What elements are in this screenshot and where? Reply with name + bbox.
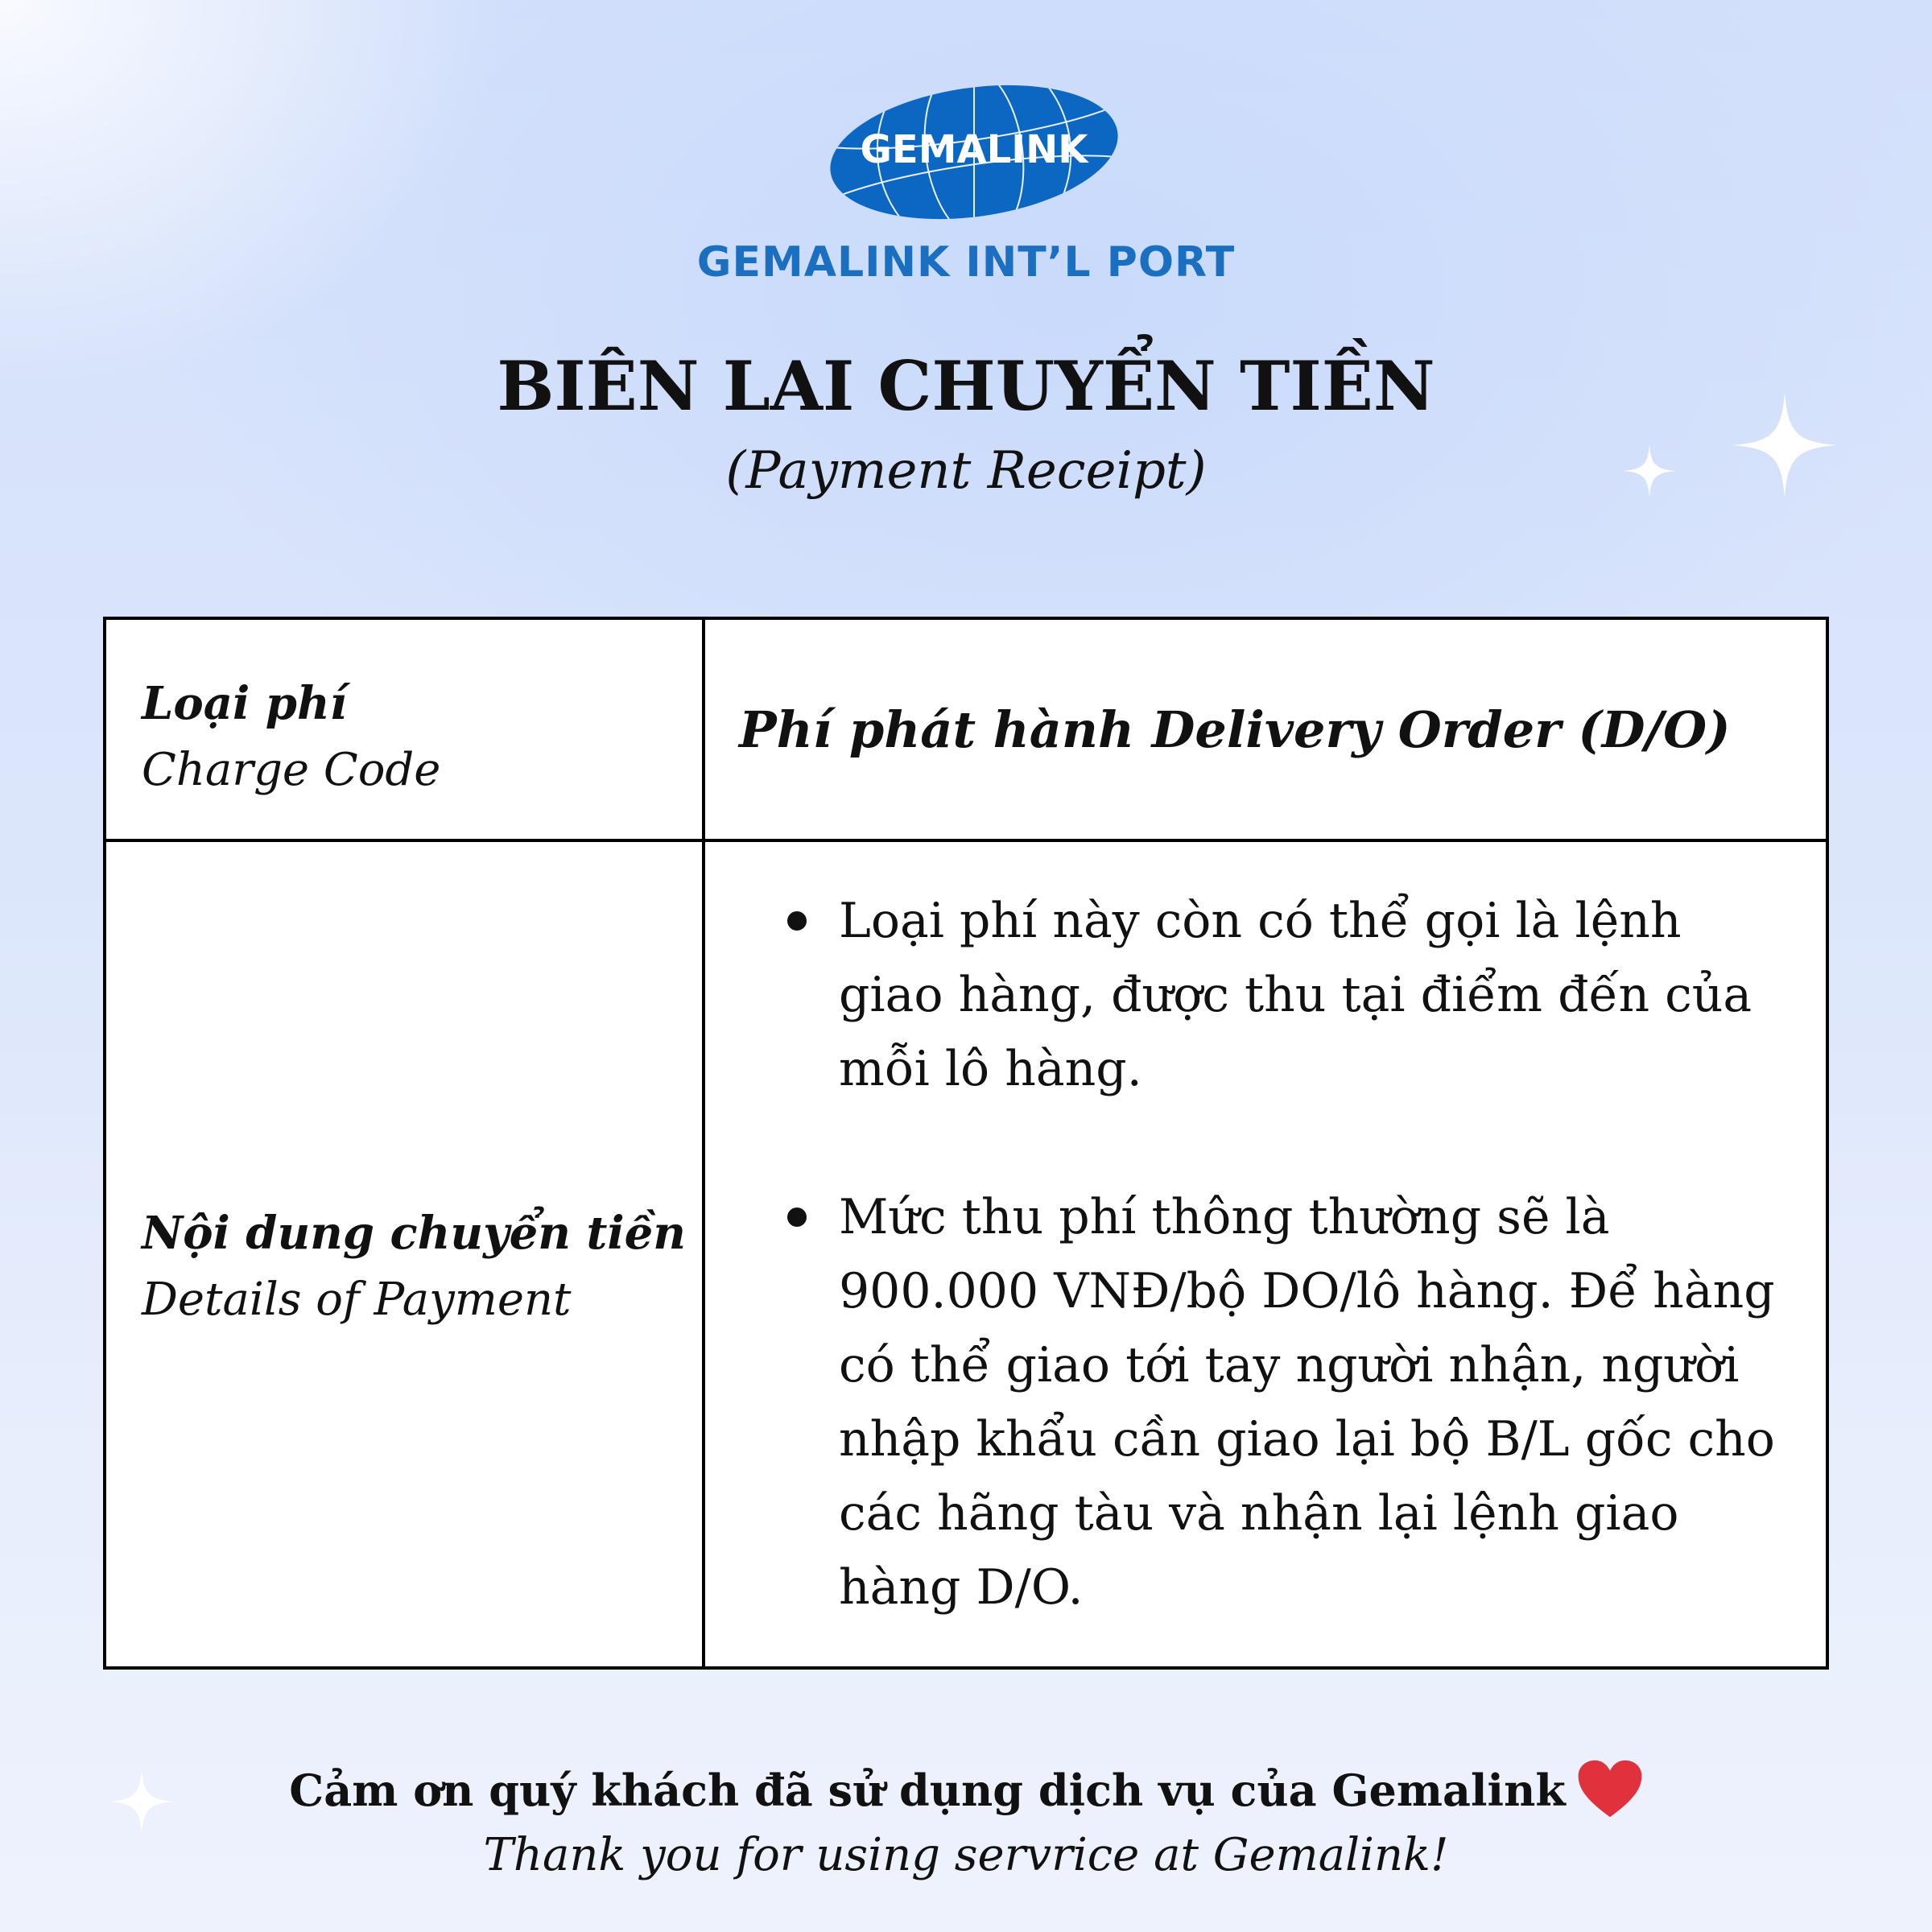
bullet-icon [787, 911, 807, 931]
sparkle-icon [1623, 444, 1676, 497]
charge-code-value-cell [705, 620, 1826, 842]
receipt-table [103, 617, 1829, 1670]
list-item [705, 1180, 1794, 1624]
charge-code-label-en: Charge Code [142, 744, 441, 796]
payment-details-list [705, 884, 1794, 1624]
payment-details-value-cell [705, 842, 1826, 1666]
thank-you-vi [0, 1765, 1932, 1818]
bullet-text: Mức thu phí thông thường sẽ là 900.000 VNĐ/bộ DO/lô hàng. Để hàng có thể giao tới tay người nhận, người nhập khẩu cần giao lại bộ B/L gốc cho các hãng tàu và nhận lại lệnh giao hàng D/O. [839, 1189, 1775, 1616]
bullet-text: Loại phí này còn có thể gọi là lệnh giao hàng, được thu tại điểm đến của mỗi lô hàng. [839, 893, 1752, 1097]
page-subtitle: (Payment Receipt) [725, 441, 1207, 501]
payment-details-label-en: Details of Payment [142, 1274, 572, 1326]
charge-code-label-vi: Loại phí [142, 677, 347, 730]
gemalink-logo [821, 76, 1127, 229]
company-name: GEMALINK INT’L PORT [696, 238, 1236, 287]
charge-code-label-cell [106, 620, 705, 842]
list-item [705, 884, 1794, 1106]
heart-icon [1577, 1759, 1643, 1818]
thank-you-en: Thank you for using servrice at Gemalink! [483, 1829, 1449, 1881]
sparkle-icon [1732, 393, 1837, 497]
thank-you-vi-text: Cảm ơn quý khách đã sử dụng dịch vụ của Gemalink [289, 1765, 1566, 1816]
logo-wordmark: GEMALINK [860, 127, 1088, 172]
bullet-icon [787, 1208, 807, 1227]
charge-code-value: Phí phát hành Delivery Order (D/O) [739, 700, 1731, 759]
payment-details-label-vi: Nội dung chuyển tiền [142, 1207, 686, 1260]
page-title: BIÊN LAI CHUYỂN TIỀN [497, 346, 1435, 426]
payment-details-label-cell [106, 842, 705, 1666]
